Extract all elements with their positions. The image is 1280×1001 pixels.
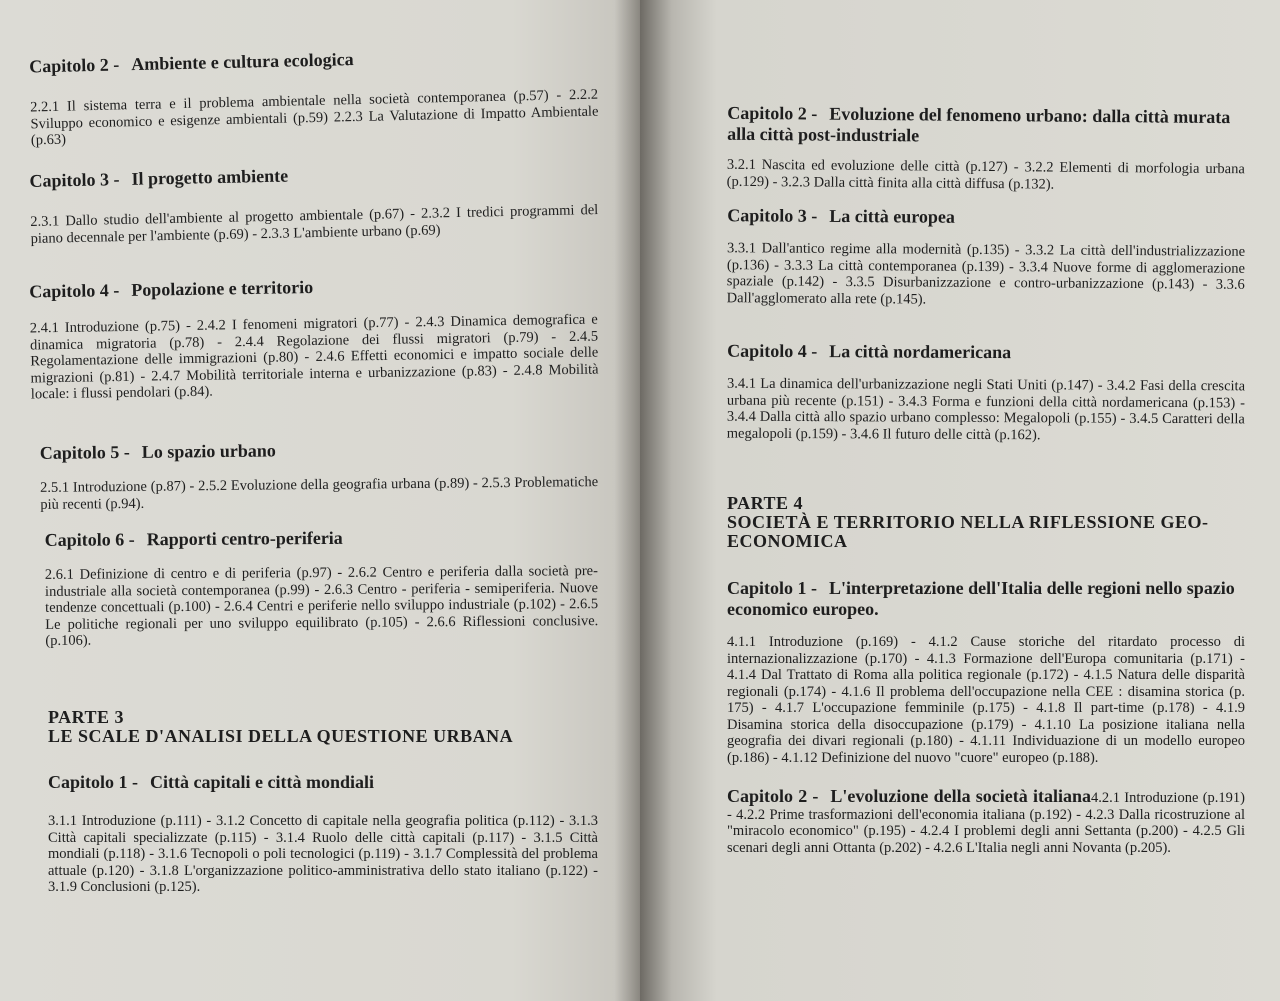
chapter-title: L'interpretazione dell'Italia delle regioni nello spazio economico europeo. (727, 578, 1235, 619)
chapter-title: La città europea (829, 205, 956, 227)
chapter-number: Capitolo 4 - (727, 340, 818, 362)
chapter-title: Lo spazio urbano (141, 440, 276, 462)
chapter-heading (727, 103, 1245, 150)
chapter-title: Ambiente e cultura ecologica (130, 49, 354, 75)
chapter-contents: 2.4.1 Introduzione (p.75) - 2.4.2 I fenomeni migratori (p.77) - 2.4.3 Dinamica demografica e dinamica migratoria (p.78) - 2.4.4 Regolazione dei flussi migratori (p.79) - 2.4.5 Regolamentazione delle immigrazioni (p.80) - 2.4.6 Effetti economici e impatto sociale delle migrazioni (p.81) - 2.4.7 Mobilità territoriale interna e urbanizzazione (p.83) - 2.4.8 Mobilità locale: i flussi pendolari (p.84). (29, 311, 599, 403)
chapter-contents: 3.4.1 La dinamica dell'urbanizzazione negli Stati Uniti (p.147) - 3.4.2 Fasi della crescita urbana più recente (p.151) - 3.4.3 Forma e funzioni della città nordamericana (p.153) - 3.4.4 Dalla città allo spazio urbano complesso: Megalopoli (p.155) - 3.4.5 Caratteri della megalopoli (p.159) - 3.4.6 Il futuro delle città (p.162). (726, 375, 1246, 443)
chapter-heading (727, 341, 1245, 365)
chapter-number: Capitolo 3 - (727, 205, 818, 226)
chapter-title: Il progetto ambiente (131, 165, 289, 189)
chapter-title: Evoluzione del fenomeno urbano: dalla città murata alla città post-industriale (727, 103, 1231, 146)
chapter-title: Popolazione e territorio (131, 277, 314, 300)
chapter-contents: 3.1.1 Introduzione (p.111) - 3.1.2 Concetto di capitale nella geografia politica (p.112) - 3.1.3 Città capitali specializzate (p.115) - 3.1.4 Ruolo delle città capitali (p.117) - 3.1.5 Città mondiali (p.118) - 3.1.6 Tecnopoli o poli tecnologici (p.119) - 3.1.7 Complessità del problema attuale (p.120) - 3.1.8 L'organizzazione politico-amministrativa dello stato italiano (p.122) - 3.1.9 Conclusioni (p.125). (48, 813, 598, 895)
parte-4-heading (727, 494, 1245, 551)
chapter-contents: 3.2.1 Nascita ed evoluzione delle città (p.127) - 3.2.2 Elementi di morfologia urbana (p.129) - 3.2.3 Dalla città finita alla città diffusa (p.132). (726, 156, 1245, 193)
chapter-5-spazio (40, 437, 599, 513)
chapter-2-ambiente (29, 44, 599, 149)
parte-3-heading (48, 708, 598, 746)
parte-3-chapter-1 (48, 772, 598, 896)
chapter-number: Capitolo 4 - (29, 280, 120, 302)
chapter-3-citta-europea (727, 205, 1246, 310)
chapter-number: Capitolo 2 - (727, 786, 819, 806)
chapter-6-rapporti (45, 526, 599, 649)
parte-4-chapter-1 (727, 578, 1245, 766)
chapter-4-popolazione (29, 273, 599, 403)
parte-title: SOCIETÀ E TERRITORIO NELLA RIFLESSIONE GEO-ECONOMICA (727, 512, 1209, 551)
chapter-number: Capitolo 2 - (29, 54, 120, 77)
chapter-title: L'evoluzione della società italiana (830, 786, 1091, 806)
chapter-4-citta-nordamericana (727, 341, 1246, 445)
chapter-contents: 3.3.1 Dall'antico regime alla modernità (p.135) - 3.3.2 La città dell'industrializzazione (p.136) - 3.3.3 La città contemporanea (p.139) - 3.3.4 Nuove forme di agglomerazione spaziale (p.142) - 3.3.5 Disurbanizzazione e contro-urbanizzazione (p.143) - 3.3.6 Dall'agglomerato alla rete (p.145). (726, 240, 1246, 308)
chapter-contents: 2.2.1 Il sistema terra e il problema ambientale nella società contemporanea (p.57) - 2.2.2 Sviluppo economico e esigenze ambientali (p.59) 2.2.3 La Valutazione di Impatto Ambientale (p.63) (29, 86, 599, 149)
chapter-heading (727, 205, 1245, 230)
chapter-heading (48, 772, 598, 793)
parte-number: PARTE 3 (48, 707, 125, 727)
chapter-contents: 2.6.1 Definizione di centro e di periferia (p.97) - 2.6.2 Centro e periferia dalla società pre-industriale alla società contemporanea (p.99) - 2.6.3 Centro - periferia - semiperiferia. Nuove tendenze concettuali (p.100) - 2.6.4 Centri e periferie nello sviluppo industriale (p.102) - 2.6.5 Le politiche regionali per uno sviluppo equilibrato (p.105) - 2.6.6 Riflessioni conclusive. (p.106). (44, 563, 599, 649)
parte-4-chapter-2 (727, 788, 1245, 856)
chapter-number: Capitolo 6 - (44, 529, 135, 550)
chapter-title: Città capitali e città mondiali (150, 772, 374, 792)
chapter-number: Capitolo 5 - (39, 441, 130, 463)
chapter-number: Capitolo 1 - (48, 772, 138, 792)
chapter-number: Capitolo 3 - (29, 169, 120, 191)
chapter-contents: 2.3.1 Dallo studio dell'ambiente al progetto ambientale (p.67) - 2.3.2 I tredici programmi del piano decennale per l'ambiente (p.69) - 2.3.3 L'ambiente urbano (p.69) (30, 202, 599, 247)
parte-title: LE SCALE D'ANALISI DELLA QUESTIONE URBANA (48, 726, 514, 746)
chapter-contents: 4.1.1 Introduzione (p.169) - 4.1.2 Cause storiche del ritardato processo di internazionalizzazione (p.170) - 4.1.3 Formazione dell'Europa comunitaria (p.171) - 4.1.4 Dal Trattato di Roma alla politica regionale (p.172) - 4.1.5 Natura delle disparità regionali (p.174) - 4.1.6 Il problema dell'occupazione nella CEE : disamina storica (p. 175) - 4.1.7 L'occupazione femminile (p.175) - 4.1.8 Il part-time (p.178) - 4.1.9 Disamina storica della disoccupazione (p.179) - 4.1.10 La posizione italiana nella geografia dei divari regionali (p.180) - 4.1.11 Individuazione di un modello europeo (p.186) - 4.1.12 Definizione del nuovo "cuore" europeo (p.188). (727, 634, 1245, 766)
chapter-3-progetto (29, 159, 598, 247)
parte-number: PARTE 4 (727, 493, 804, 513)
chapter-number: Capitolo 1 - (727, 578, 817, 598)
chapter-title: La città nordamericana (829, 341, 1012, 363)
chapter-title: Rapporti centro-periferia (146, 527, 343, 550)
chapter-2-evoluzione (727, 103, 1246, 195)
chapter-contents (727, 788, 1245, 856)
chapter-heading (727, 578, 1245, 620)
chapter-heading (45, 526, 598, 551)
chapter-heading (40, 437, 598, 464)
chapter-number: Capitolo 2 - (727, 102, 818, 124)
chapter-body: 4.2.1 Introduzione (p.191) - 4.2.2 Prime trasformazioni dell'economia italiana (p.192) - 4.2.3 Dalla ricostruzione al "miracolo economico" (p.195) - 4.2.4 I problemi degli anni Settanta (p.200) - 4.2.5 Gli scenari degli anni Ottanta (p.202) - 4.2.6 L'Italia negli anni Novanta (p.205). (727, 790, 1245, 856)
chapter-contents: 2.5.1 Introduzione (p.87) - 2.5.2 Evoluzione della geografia urbana (p.89) - 2.5.3 Problematiche più recenti (p.94). (40, 474, 599, 513)
